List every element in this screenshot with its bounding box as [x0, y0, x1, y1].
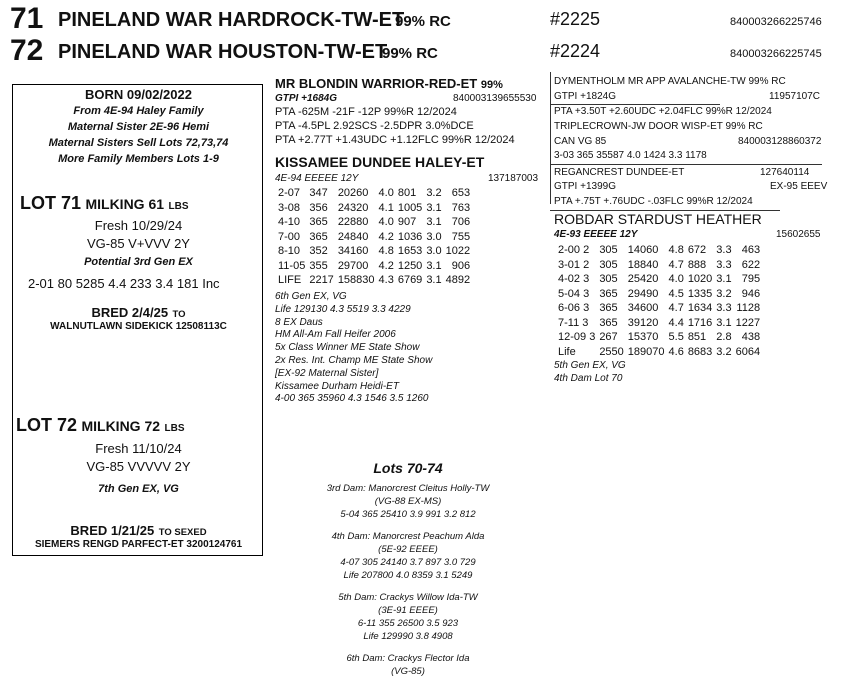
family-note: Maternal Sisters Sell Lots 72,73,74 — [48, 137, 229, 149]
sire-sire-reg: 11957107C — [769, 91, 820, 102]
bred-line — [13, 522, 264, 540]
dam-dam-record-cell: 5-04 3 — [558, 287, 590, 300]
lot-72-heading — [16, 415, 185, 436]
dam-dam-record-cell: 4.4 — [668, 316, 684, 329]
dam-record-cell: 365 — [309, 230, 328, 243]
dam-dam-record-cell: 622 — [741, 258, 761, 271]
lot-number: 71 — [10, 2, 44, 35]
sire-dam-name: TRIPLECROWN-JW DOOR WISP-ET 99% RC — [554, 121, 763, 132]
dam-dam-record-cell: 4.8 — [668, 244, 684, 256]
ancestor-dam-block — [268, 591, 548, 643]
dam-sire-pta: PTA +.75T +.76UDC -.03FLC 99%R 12/2024 — [554, 196, 753, 207]
dam-dam-record-cell: 365 — [599, 302, 618, 314]
dam-record-cell: 355 — [309, 259, 328, 272]
dam-dam-record-cell: 1128 — [736, 302, 761, 314]
lots-dams-list — [268, 482, 548, 687]
milking-amount: MILKING 72 — [81, 418, 161, 434]
dam-record-cell: 3.2 — [426, 187, 442, 199]
dam-record-cell: 1036 — [397, 230, 423, 243]
dam-dam-record-cell: 12-09 3 — [558, 331, 596, 343]
dam-sire-name: REGANCREST DUNDEE-ET — [554, 167, 685, 178]
dam-dam-record-cell: 25420 — [627, 273, 659, 285]
dam-dam-record-cell: 4.7 — [668, 302, 684, 314]
dam-dam-record-cell: 3.1 — [716, 316, 732, 329]
dam-dam-records-table — [558, 243, 770, 359]
dam-dam-record-cell: 365 — [599, 287, 618, 300]
sire-dam-record: 3-03 365 35587 4.0 1424 3.3 1178 — [554, 150, 707, 161]
dam-note: 4-00 365 35960 4.3 1546 3.5 1260 — [275, 393, 429, 405]
dam-note: Life 129130 4.3 5519 3.3 4229 — [275, 303, 411, 315]
dam-dam-record-cell: 3-01 2 — [558, 258, 590, 271]
classification: VG-85 VVVVV 2Y — [86, 459, 191, 474]
dam-dam-record-cell: 851 — [687, 331, 707, 343]
dam-record-cell: 1022 — [445, 245, 471, 257]
sire-dam-score: CAN VG 85 — [554, 136, 607, 147]
dam-record-cell: 4.1 — [378, 201, 394, 214]
family-note: More Family Members Lots 1-9 — [58, 153, 219, 165]
dam-record-cell: 4.2 — [378, 230, 394, 243]
rc-percent: 99% RC — [395, 13, 451, 30]
dam-record-cell: 352 — [309, 245, 328, 257]
sire-sire-name: DYMENTHOLM MR APP AVALANCHE-TW 99% RC — [554, 76, 786, 87]
sire-pta: PTA -4.5PL 2.92SCS -2.5DPR 3.0%DCE — [275, 120, 474, 132]
lot-title: LOT 72 — [16, 415, 78, 435]
dam-sire-score: EX-95 EEEV — [770, 181, 828, 192]
dam-note: HM All-Am Fall Heifer 2006 — [275, 329, 396, 341]
sire-pta: PTA -625M -21F -12P 99%R 12/2024 — [275, 106, 457, 118]
header-line-72 — [10, 34, 43, 68]
dam-dam-record-cell: 1227 — [735, 316, 761, 329]
dam-dam-record-cell: 2-00 2 — [558, 244, 590, 256]
dam-record-cell: 4.2 — [378, 259, 394, 272]
service-sire: SIEMERS RENGD PARFECT-ET 3200124761 — [34, 539, 243, 550]
dam-record-row — [278, 215, 480, 230]
dam-record-cell: 755 — [451, 230, 471, 243]
dam-dam-record-cell: 267 — [599, 331, 618, 343]
dam-record-cell: 22880 — [337, 216, 369, 228]
dam-dam-record-cell: 4.5 — [668, 287, 684, 300]
dam-record-cell: LIFE — [278, 274, 302, 286]
dam-note: 6th Gen EX, VG — [275, 291, 347, 302]
dam-record-cell: 29700 — [337, 259, 369, 272]
ancestor-dam-block — [268, 530, 548, 582]
dam-record-cell: 2-07 — [278, 187, 301, 199]
dam-dam-name: ROBDAR STARDUST HEATHER — [554, 211, 762, 227]
ancestor-dam-name: 3rd Dam: Manorcrest Cleitus Holly-TW — [326, 483, 490, 494]
dam-dam-record-cell: 3.1 — [716, 273, 732, 285]
dam-name: KISSAMEE DUNDEE HALEY-ET — [275, 154, 485, 170]
family-note: Maternal Sister 2E-96 Hemi — [67, 121, 210, 133]
dam-dam-record-cell: 4.0 — [668, 273, 684, 285]
dam-record-cell: 1005 — [397, 201, 423, 214]
dam-record-row — [278, 273, 480, 288]
dam-dam-record-cell: 4.7 — [668, 258, 684, 271]
dam-record-row — [278, 259, 480, 274]
lot-number: 72 — [10, 34, 44, 67]
bred-date: BRED 2/4/25 — [91, 305, 169, 320]
dam-dam-record-row — [558, 287, 770, 302]
bred-line — [13, 304, 264, 322]
ancestor-dam-block — [268, 652, 548, 678]
lot-note: Potential 3rd Gen EX — [84, 256, 193, 268]
dam-record-cell: 365 — [309, 216, 328, 228]
header-line-71 — [10, 2, 43, 36]
dam-records-table — [278, 186, 480, 288]
dam-dam-record-cell: 189070 — [627, 345, 665, 358]
dam-record-cell: 24840 — [337, 230, 369, 243]
dam-dam-record-row — [558, 345, 770, 360]
sire-pta: PTA +2.77T +1.43UDC +1.12FLC 99%R 12/2024 — [275, 134, 515, 146]
dam-record-cell: 356 — [309, 201, 328, 214]
dam-record-cell: 1653 — [397, 245, 423, 257]
dam-record-cell: 3.0 — [426, 230, 442, 243]
dam-dam-record-row — [558, 301, 770, 316]
dam-dam-record-row — [558, 330, 770, 345]
dam-dam-record-cell: 305 — [599, 273, 618, 285]
dam-dam-record-row — [558, 316, 770, 331]
registration-number: 840003266225746 — [730, 16, 822, 28]
milking-unit: LBS — [168, 201, 189, 212]
animal-name: PINELAND WAR HOUSTON-TW-ET — [58, 41, 388, 63]
dam-dam-record-cell: 1020 — [687, 273, 713, 285]
dam-record-cell: 4.8 — [378, 245, 394, 257]
ancestor-dam-record: Life 207800 4.0 8359 3.1 5249 — [343, 570, 473, 581]
dam-dam-record-cell: 365 — [599, 316, 618, 329]
dam-record-cell: 7-00 — [278, 230, 301, 243]
dam-record-cell: 3.1 — [426, 216, 442, 228]
dam-record-cell: 1250 — [397, 259, 423, 272]
dam-sire-reg: 127640114 — [760, 167, 810, 178]
sire-gtpi: GTPI +1684G — [275, 93, 337, 104]
lot-title: LOT 71 — [20, 193, 82, 213]
bred-to: TO — [172, 309, 186, 320]
dam-dam-record-cell: 7-11 3 — [558, 316, 589, 329]
dam-dam-record-cell: 672 — [687, 244, 707, 256]
dam-record-row — [278, 186, 480, 201]
pedigree-line — [550, 72, 551, 204]
sire-sire-gtpi: GTPI +1824G — [554, 91, 616, 102]
dam-note: 5x Class Winner ME State Show — [275, 342, 420, 354]
sire-sire-pta: PTA +3.50T +2.60UDC +2.04FLC 99%R 12/2024 — [554, 106, 772, 117]
ancestor-dam-score: (VG-88 EX-MS) — [374, 496, 442, 507]
dam-dam-record-cell: 14060 — [627, 244, 659, 256]
dam-dam-record-cell: Life — [558, 345, 576, 358]
dam-dam-record-cell: 4-02 3 — [558, 273, 590, 285]
dam-record-cell: 3.1 — [426, 274, 442, 286]
dam-record-cell: 4.0 — [378, 216, 394, 228]
ancestor-dam-record: Life 129990 3.8 4908 — [363, 631, 453, 642]
dam-record-cell: 2217 — [309, 274, 334, 286]
dam-dam-record-row — [558, 258, 770, 273]
dam-record-cell: 6769 — [397, 274, 423, 286]
dam-score: 4E-94 EEEEE 12Y — [275, 173, 359, 184]
sire-dam-reg: 840003128860372 — [738, 136, 822, 147]
family-note: From 4E-94 Haley Family — [73, 105, 204, 117]
dam-record-cell: 3.1 — [426, 259, 442, 272]
dam-dam-note: 4th Dam Lot 70 — [554, 373, 623, 384]
pedigree-line — [550, 164, 822, 165]
dam-dam-record-cell: 2.8 — [716, 331, 732, 343]
dam-record-cell: 8-10 — [278, 245, 301, 257]
dam-record-cell: 24320 — [337, 201, 369, 214]
dam-dam-score: 4E-93 EEEEE 12Y — [554, 229, 638, 240]
fresh-date: Fresh 11/10/24 — [95, 441, 182, 456]
dam-dam-record-cell: 888 — [687, 258, 707, 271]
service-sire: WALNUTLAWN SIDEKICK 12508113C — [50, 321, 227, 332]
dam-dam-reg: 15602655 — [776, 229, 821, 240]
dam-dam-record-cell: 34600 — [627, 302, 659, 314]
dam-record-cell: 801 — [397, 187, 417, 199]
dam-dam-record-cell: 8683 — [687, 345, 713, 358]
bred-date: BRED 1/21/25 — [70, 523, 155, 538]
dam-record-cell: 4.3 — [378, 274, 394, 286]
dam-dam-record-cell: 3.2 — [716, 287, 732, 300]
dam-note: [EX-92 Maternal Sister] — [275, 367, 379, 379]
dam-dam-record-cell: 39120 — [627, 316, 659, 329]
ancestor-dam-block — [268, 482, 548, 521]
dam-sire-gtpi: GTPI +1399G — [554, 181, 616, 192]
dam-dam-record-cell: 2550 — [599, 345, 624, 358]
sire-reg: 840003139655530 — [453, 93, 537, 104]
sire-name-text: MR BLONDIN WARRIOR-RED-ET — [275, 76, 478, 91]
dam-record-cell: 907 — [397, 216, 417, 228]
ear-tag: #2225 — [550, 9, 601, 29]
lot-info-box — [12, 84, 263, 556]
dam-record-cell: 20260 — [337, 187, 369, 199]
dam-record-row — [278, 201, 480, 216]
dam-record-cell: 3.1 — [426, 201, 442, 214]
dam-record-cell: 347 — [309, 187, 328, 199]
sire-pct: 99% — [480, 79, 503, 91]
dam-dam-record-cell: 305 — [599, 258, 618, 271]
classification: VG-85 V+VVV 2Y — [87, 236, 190, 251]
dam-dam-record-cell: 29490 — [627, 287, 659, 300]
dam-record-cell: 34160 — [337, 245, 369, 257]
milking-amount: MILKING 61 — [85, 196, 165, 212]
animal-name: PINELAND WAR HARDROCK-TW-ET — [58, 9, 405, 31]
dam-record-cell: 763 — [451, 201, 471, 214]
sire-name — [275, 76, 503, 91]
dam-dam-record-cell: 463 — [741, 244, 761, 256]
milking-unit: LBS — [164, 423, 185, 434]
lot-note: 7th Gen EX, VG — [98, 483, 179, 495]
dam-dam-record-cell: 1634 — [687, 302, 713, 314]
dam-record-cell: 4892 — [445, 274, 471, 286]
dam-dam-record-cell: 305 — [599, 244, 618, 256]
lots-section-title: Lots 70-74 — [373, 460, 443, 476]
dam-note: 8 EX Daus — [275, 316, 323, 328]
dam-dam-record-row — [558, 272, 770, 287]
dam-dam-record-cell: 1335 — [687, 287, 713, 300]
dam-dam-record-cell: 3.3 — [716, 258, 732, 271]
dam-record-cell: 3-08 — [278, 201, 301, 214]
rc-percent: 99% RC — [382, 45, 438, 62]
production-record: 2-01 80 5285 4.4 233 3.4 181 Inc — [28, 276, 220, 291]
dam-record-cell: 653 — [451, 187, 471, 199]
dam-record-cell: 158830 — [337, 274, 375, 286]
dam-dam-record-cell: 3.2 — [716, 345, 732, 358]
dam-note: Kissamee Durham Heidi-ET — [275, 380, 399, 392]
dam-dam-record-cell: 5.5 — [668, 331, 684, 343]
ancestor-dam-name: 4th Dam: Manorcrest Peachum Alda — [331, 531, 485, 542]
lot-71-heading — [20, 193, 189, 214]
registration-number: 840003266225745 — [730, 48, 822, 60]
dam-note: 2x Res. Int. Champ ME State Show — [275, 354, 433, 366]
ancestor-dam-score: (5E-92 EEEE) — [378, 544, 438, 555]
dam-dam-record-cell: 946 — [741, 287, 761, 300]
ancestor-dam-score: (3E-91 EEEE) — [378, 605, 438, 616]
dam-record-cell: 11-05 — [278, 259, 306, 272]
dam-record-row — [278, 230, 480, 245]
bred-to: TO SEXED — [158, 527, 207, 538]
dam-record-cell: 906 — [451, 259, 471, 272]
dam-dam-record-cell: 6-06 3 — [558, 302, 590, 314]
ancestor-dam-score: (VG-85) — [391, 666, 425, 677]
dam-dam-record-cell: 795 — [741, 273, 761, 285]
dam-record-cell: 4-10 — [278, 216, 301, 228]
dam-record-cell: 706 — [451, 216, 471, 228]
dam-dam-record-row — [558, 243, 770, 258]
dam-record-cell: 4.0 — [378, 187, 394, 199]
dam-dam-record-cell: 1716 — [687, 316, 713, 329]
dam-dam-record-cell: 6064 — [735, 345, 761, 358]
ear-tag: #2224 — [550, 41, 601, 61]
ancestor-dam-record: 4-07 305 24140 3.7 897 3.0 729 — [340, 557, 476, 568]
dam-dam-record-cell: 438 — [741, 331, 761, 343]
dam-dam-notes — [554, 359, 626, 385]
dam-record-cell: 3.0 — [426, 245, 442, 257]
ancestor-dam-record: 6-11 355 26500 3.5 923 — [357, 618, 459, 629]
dam-dam-record-cell: 4.6 — [668, 345, 684, 358]
ancestor-dam-record: 5-04 365 25410 3.9 991 3.2 812 — [340, 509, 476, 520]
dam-dam-record-cell: 3.3 — [716, 302, 732, 314]
ancestor-dam-name: 6th Dam: Crackys Flector Ida — [346, 653, 470, 664]
dam-reg: 137187003 — [488, 173, 539, 184]
dam-dam-record-cell: 15370 — [627, 331, 659, 343]
dam-record-row — [278, 244, 480, 259]
ancestor-dam-name: 5th Dam: Crackys Willow Ida-TW — [338, 592, 478, 603]
birth-date: BORN 09/02/2022 — [85, 87, 192, 102]
dam-dam-record-cell: 3.3 — [716, 244, 732, 256]
dam-dam-record-cell: 18840 — [627, 258, 659, 271]
dam-notes — [275, 291, 432, 406]
fresh-date: Fresh 10/29/24 — [94, 218, 183, 233]
dam-dam-note: 5th Gen EX, VG — [554, 360, 626, 371]
pedigree-line — [550, 104, 720, 105]
